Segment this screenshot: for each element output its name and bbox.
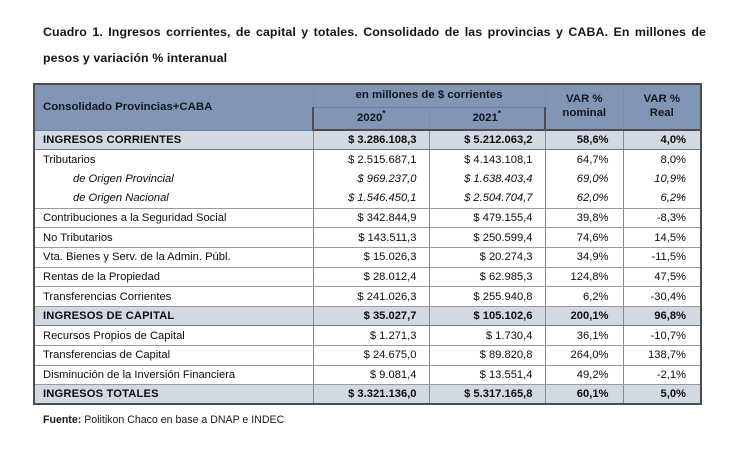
cell-var-nominal: 62,0% xyxy=(545,189,623,209)
row-label: INGRESOS DE CAPITAL xyxy=(34,306,313,326)
table-row xyxy=(34,208,701,228)
table-row xyxy=(34,346,701,366)
row-label: INGRESOS CORRIENTES xyxy=(34,130,313,150)
cell-var-real: 47,5% xyxy=(623,267,701,287)
cell-var-nominal: 36,1% xyxy=(545,326,623,346)
cell-2020: $ 143.511,3 xyxy=(313,228,429,248)
cell-2020: $ 1.271,3 xyxy=(313,326,429,346)
cell-2021: $ 1.730,4 xyxy=(429,326,545,346)
row-label: Recursos Propios de Capital xyxy=(34,326,313,346)
header-year-2021-label: 2021 xyxy=(472,111,498,124)
row-label: Transferencias Corrientes xyxy=(34,287,313,307)
header-year-2021-asterisk: * xyxy=(497,108,502,119)
cell-2021: $ 479.155,4 xyxy=(429,208,545,228)
cell-2021: $ 5.212.063,2 xyxy=(429,130,545,150)
cell-2020: $ 969.237,0 xyxy=(313,169,429,189)
cell-2021: $ 4.143.108,1 xyxy=(429,150,545,170)
source-note xyxy=(43,414,284,426)
header-var-nominal-line1: VAR % xyxy=(566,93,603,106)
cell-var-nominal: 34,9% xyxy=(545,248,623,268)
row-label: Transferencias de Capital xyxy=(34,346,313,366)
table-row xyxy=(34,385,701,405)
cell-2021: $ 13.551,4 xyxy=(429,365,545,385)
header-var-real-line1: VAR % xyxy=(643,93,680,106)
cell-var-nominal: 74,6% xyxy=(545,228,623,248)
table-row xyxy=(34,287,701,307)
table-row xyxy=(34,228,701,248)
cell-var-real: 4,0% xyxy=(623,130,701,150)
cell-var-real: -2,1% xyxy=(623,365,701,385)
table-row xyxy=(34,306,701,326)
cell-var-nominal: 39,8% xyxy=(545,208,623,228)
header-var-real xyxy=(623,84,701,130)
cell-2020: $ 342.844,9 xyxy=(313,208,429,228)
cell-2021: $ 5.317.165,8 xyxy=(429,385,545,405)
cell-2020: $ 15.026,3 xyxy=(313,248,429,268)
cell-2021: $ 89.820,8 xyxy=(429,346,545,366)
row-label: Contribuciones a la Seguridad Social xyxy=(34,208,313,228)
cell-var-real: -30,4% xyxy=(623,287,701,307)
header-label-cell: Consolidado Provincias+CABA xyxy=(34,84,313,130)
table-head xyxy=(34,84,701,130)
cell-var-real: -8,3% xyxy=(623,208,701,228)
cell-2020: $ 3.286.108,3 xyxy=(313,130,429,150)
cell-var-real: 8,0% xyxy=(623,150,701,170)
cell-var-nominal: 69,0% xyxy=(545,169,623,189)
header-year-2020-asterisk: * xyxy=(382,108,386,119)
table-row xyxy=(34,267,701,287)
cell-2021: $ 62.985,3 xyxy=(429,267,545,287)
cell-var-nominal: 6,2% xyxy=(545,287,623,307)
table-row xyxy=(34,150,701,170)
row-label: de Origen Nacional xyxy=(34,189,313,209)
header-year-2020-label: 2020 xyxy=(356,111,383,124)
cell-var-real: -11,5% xyxy=(623,248,701,268)
header-currency-group: en millones de $ corrientes xyxy=(313,84,545,107)
cell-var-real: 6,2% xyxy=(623,189,701,209)
header-year-2021 xyxy=(429,107,545,130)
cell-var-nominal: 264,0% xyxy=(545,346,623,366)
table-row xyxy=(34,130,701,150)
cell-2020: $ 24.675,0 xyxy=(313,346,429,366)
cell-var-real: 96,8% xyxy=(623,306,701,326)
table-caption: Cuadro 1. Ingresos corrientes, de capital y totales. Consolidado de las provincias y CABA. En millones de pesos y variación % interanual xyxy=(43,25,706,65)
cell-2021: $ 2.504.704,7 xyxy=(429,189,545,209)
table-row xyxy=(34,365,701,385)
header-row-top xyxy=(34,84,701,107)
row-label: Disminución de la Inversión Financiera xyxy=(34,365,313,385)
cell-var-real: -10,7% xyxy=(623,326,701,346)
row-label: Vta. Bienes y Serv. de la Admin. Públ. xyxy=(34,248,313,268)
cell-var-nominal: 60,1% xyxy=(545,385,623,405)
cell-var-nominal: 58,6% xyxy=(545,130,623,150)
cell-2020: $ 2.515.687,1 xyxy=(313,150,429,170)
header-var-nominal-line2: nominal xyxy=(562,107,607,119)
cell-var-real: 5,0% xyxy=(623,385,701,405)
cell-2020: $ 3.321.136,0 xyxy=(313,385,429,405)
cell-var-real: 14,5% xyxy=(623,228,701,248)
row-label: Tributarios xyxy=(34,150,313,170)
cell-2021: $ 250.599,4 xyxy=(429,228,545,248)
cell-var-nominal: 124,8% xyxy=(545,267,623,287)
cell-2021: $ 20.274,3 xyxy=(429,248,545,268)
cell-var-real: 138,7% xyxy=(623,346,701,366)
header-year-2020 xyxy=(313,107,429,130)
row-label: de Origen Provincial xyxy=(34,169,313,189)
table-row xyxy=(34,248,701,268)
table-row xyxy=(34,189,701,209)
row-label: INGRESOS TOTALES xyxy=(34,385,313,405)
row-label: No Tributarios xyxy=(34,228,313,248)
table-row xyxy=(34,326,701,346)
cell-var-nominal: 49,2% xyxy=(545,365,623,385)
header-var-real-line2: Real xyxy=(649,107,674,119)
table-body xyxy=(34,130,701,404)
source-text: Politikon Chaco en base a DNAP e INDEC xyxy=(81,414,285,426)
cell-2020: $ 28.012,4 xyxy=(313,267,429,287)
header-var-nominal xyxy=(545,84,623,130)
data-table-container xyxy=(33,83,700,405)
row-label: Rentas de la Propiedad xyxy=(34,267,313,287)
revenue-table xyxy=(33,83,702,405)
cell-2020: $ 241.026,3 xyxy=(313,287,429,307)
cell-2020: $ 1.546.450,1 xyxy=(313,189,429,209)
cell-2020: $ 9.081,4 xyxy=(313,365,429,385)
cell-2021: $ 1.638.403,4 xyxy=(429,169,545,189)
cell-var-nominal: 200,1% xyxy=(545,306,623,326)
cell-2020: $ 35.027,7 xyxy=(313,306,429,326)
cell-2021: $ 255.940,8 xyxy=(429,287,545,307)
source-label: Fuente: xyxy=(43,414,82,426)
cell-var-real: 10,9% xyxy=(623,169,701,189)
table-row xyxy=(34,169,701,189)
cell-2021: $ 105.102,6 xyxy=(429,306,545,326)
cell-var-nominal: 64,7% xyxy=(545,150,623,170)
